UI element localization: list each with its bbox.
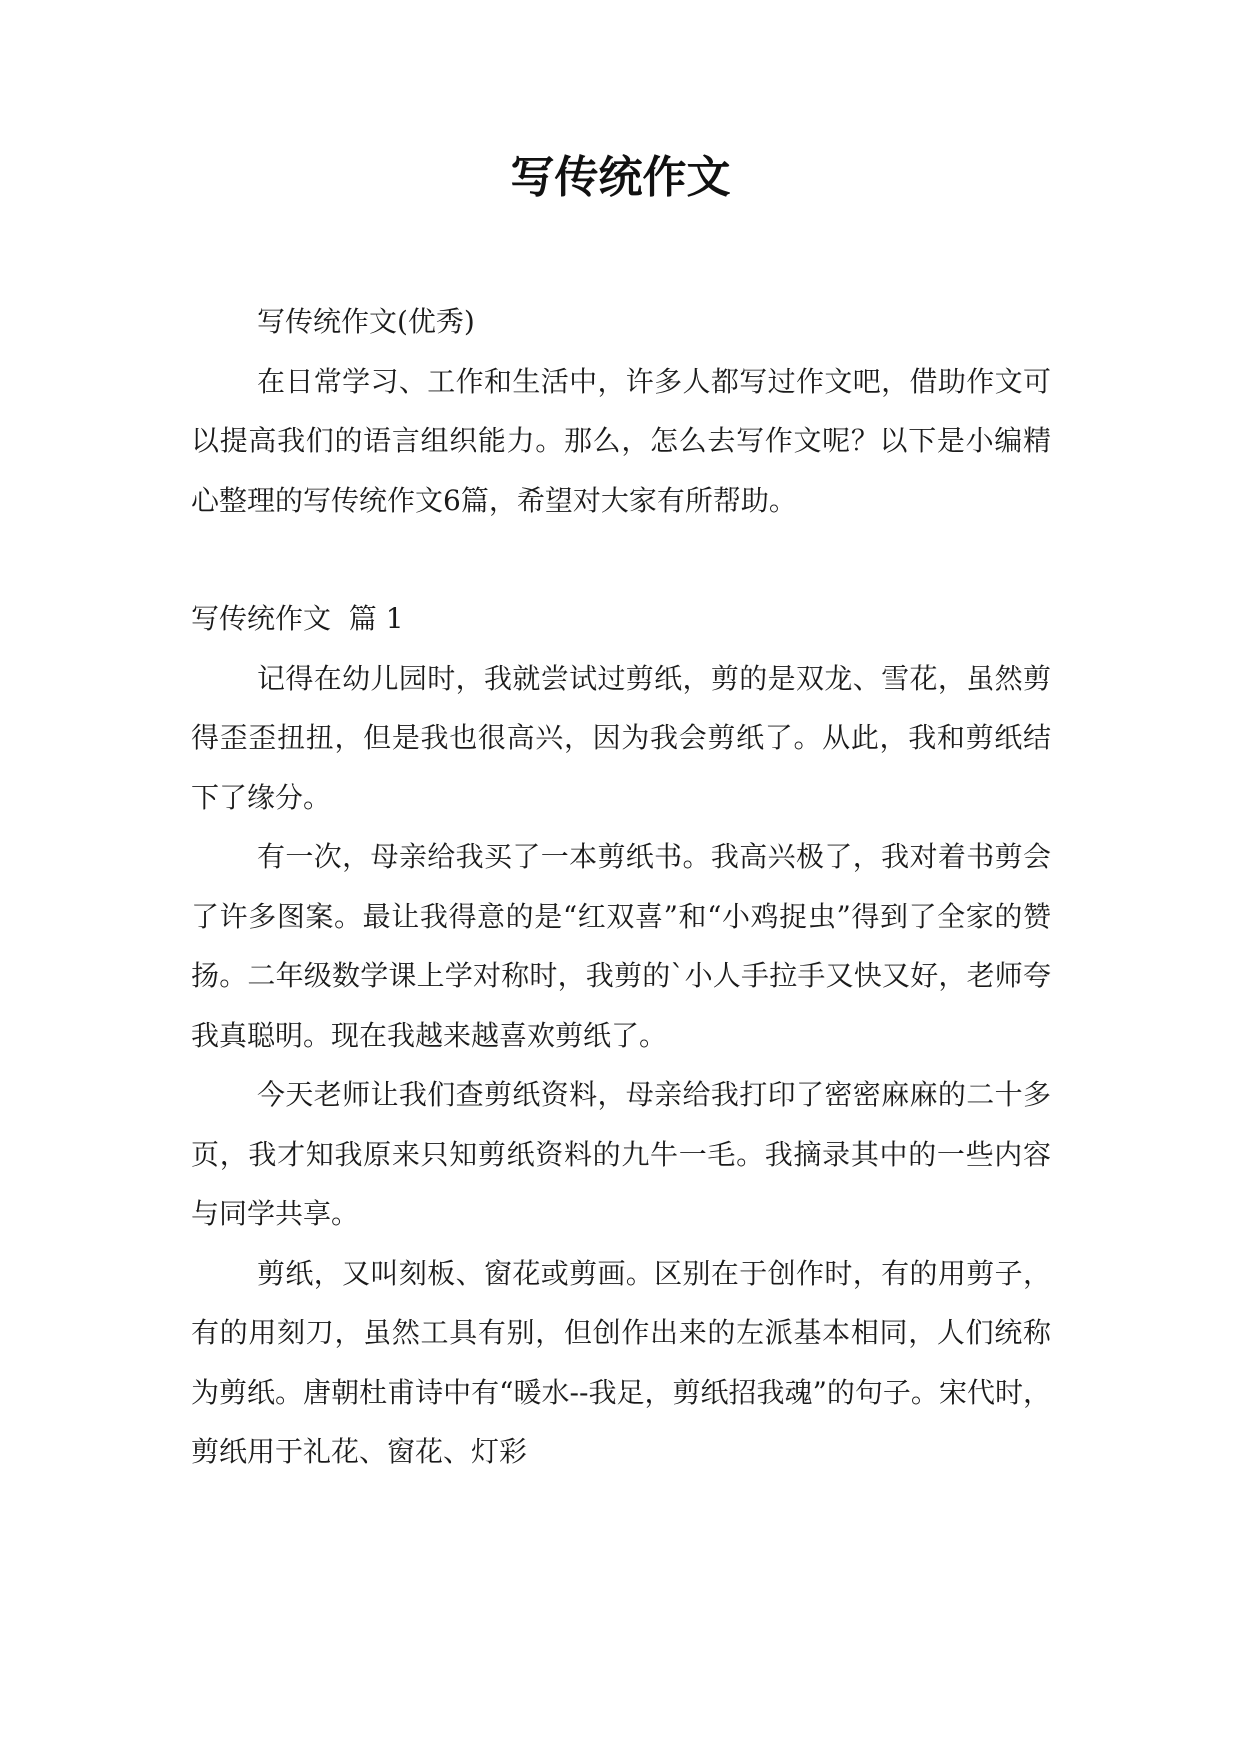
body-paragraph: 剪纸，又叫刻板、窗花或剪画。区别在于创作时，有的用剪子，有的用刻刀，虽然工具有别，但创作出来的左派基本相同，人们统称为剪纸。唐朝杜甫诗中有“暖水--我足，剪纸招我魂”的句子。宋代时，剪纸用于礼花、窗花、灯彩: [191, 1256, 1051, 1468]
section-heading: 写传统作文 篇 1: [191, 602, 404, 635]
document-title: 写传统作文: [510, 152, 731, 203]
body-paragraph: 今天老师让我们查剪纸资料，母亲给我打印了密密麻麻的二十多页，我才知我原来只知剪纸资料的九牛一毛。我摘录其中的一些内容与同学共享。: [191, 1078, 1051, 1230]
body-paragraph: 记得在幼儿园时，我就尝试过剪纸，剪的是双龙、雪花，虽然剪得歪歪扭扭，但是我也很高兴，因为我会剪纸了。从此，我和剪纸结下了缘分。: [191, 661, 1051, 814]
intro-paragraph: 在日常学习、工作和生活中，许多人都写过作文吧，借助作文可以提高我们的语言组织能力。那么，怎么去写作文呢？以下是小编精心整理的写传统作文6篇，希望对大家有所帮助。: [191, 364, 1051, 517]
document-body: [191, 292, 1051, 1482]
body-paragraph: 有一次，母亲给我买了一本剪纸书。我高兴极了，我对着书剪会了许多图案。最让我得意的是“红双喜”和“小鸡捉虫”得到了全家的赞扬。二年级数学课上学对称时，我剪的`小人手拉手又快又好，老师夸我真聪明。现在我越来越喜欢剪纸了。: [191, 840, 1051, 1052]
section-spacer: [191, 530, 1051, 589]
document-subtitle: 写传统作文(优秀): [257, 305, 475, 338]
